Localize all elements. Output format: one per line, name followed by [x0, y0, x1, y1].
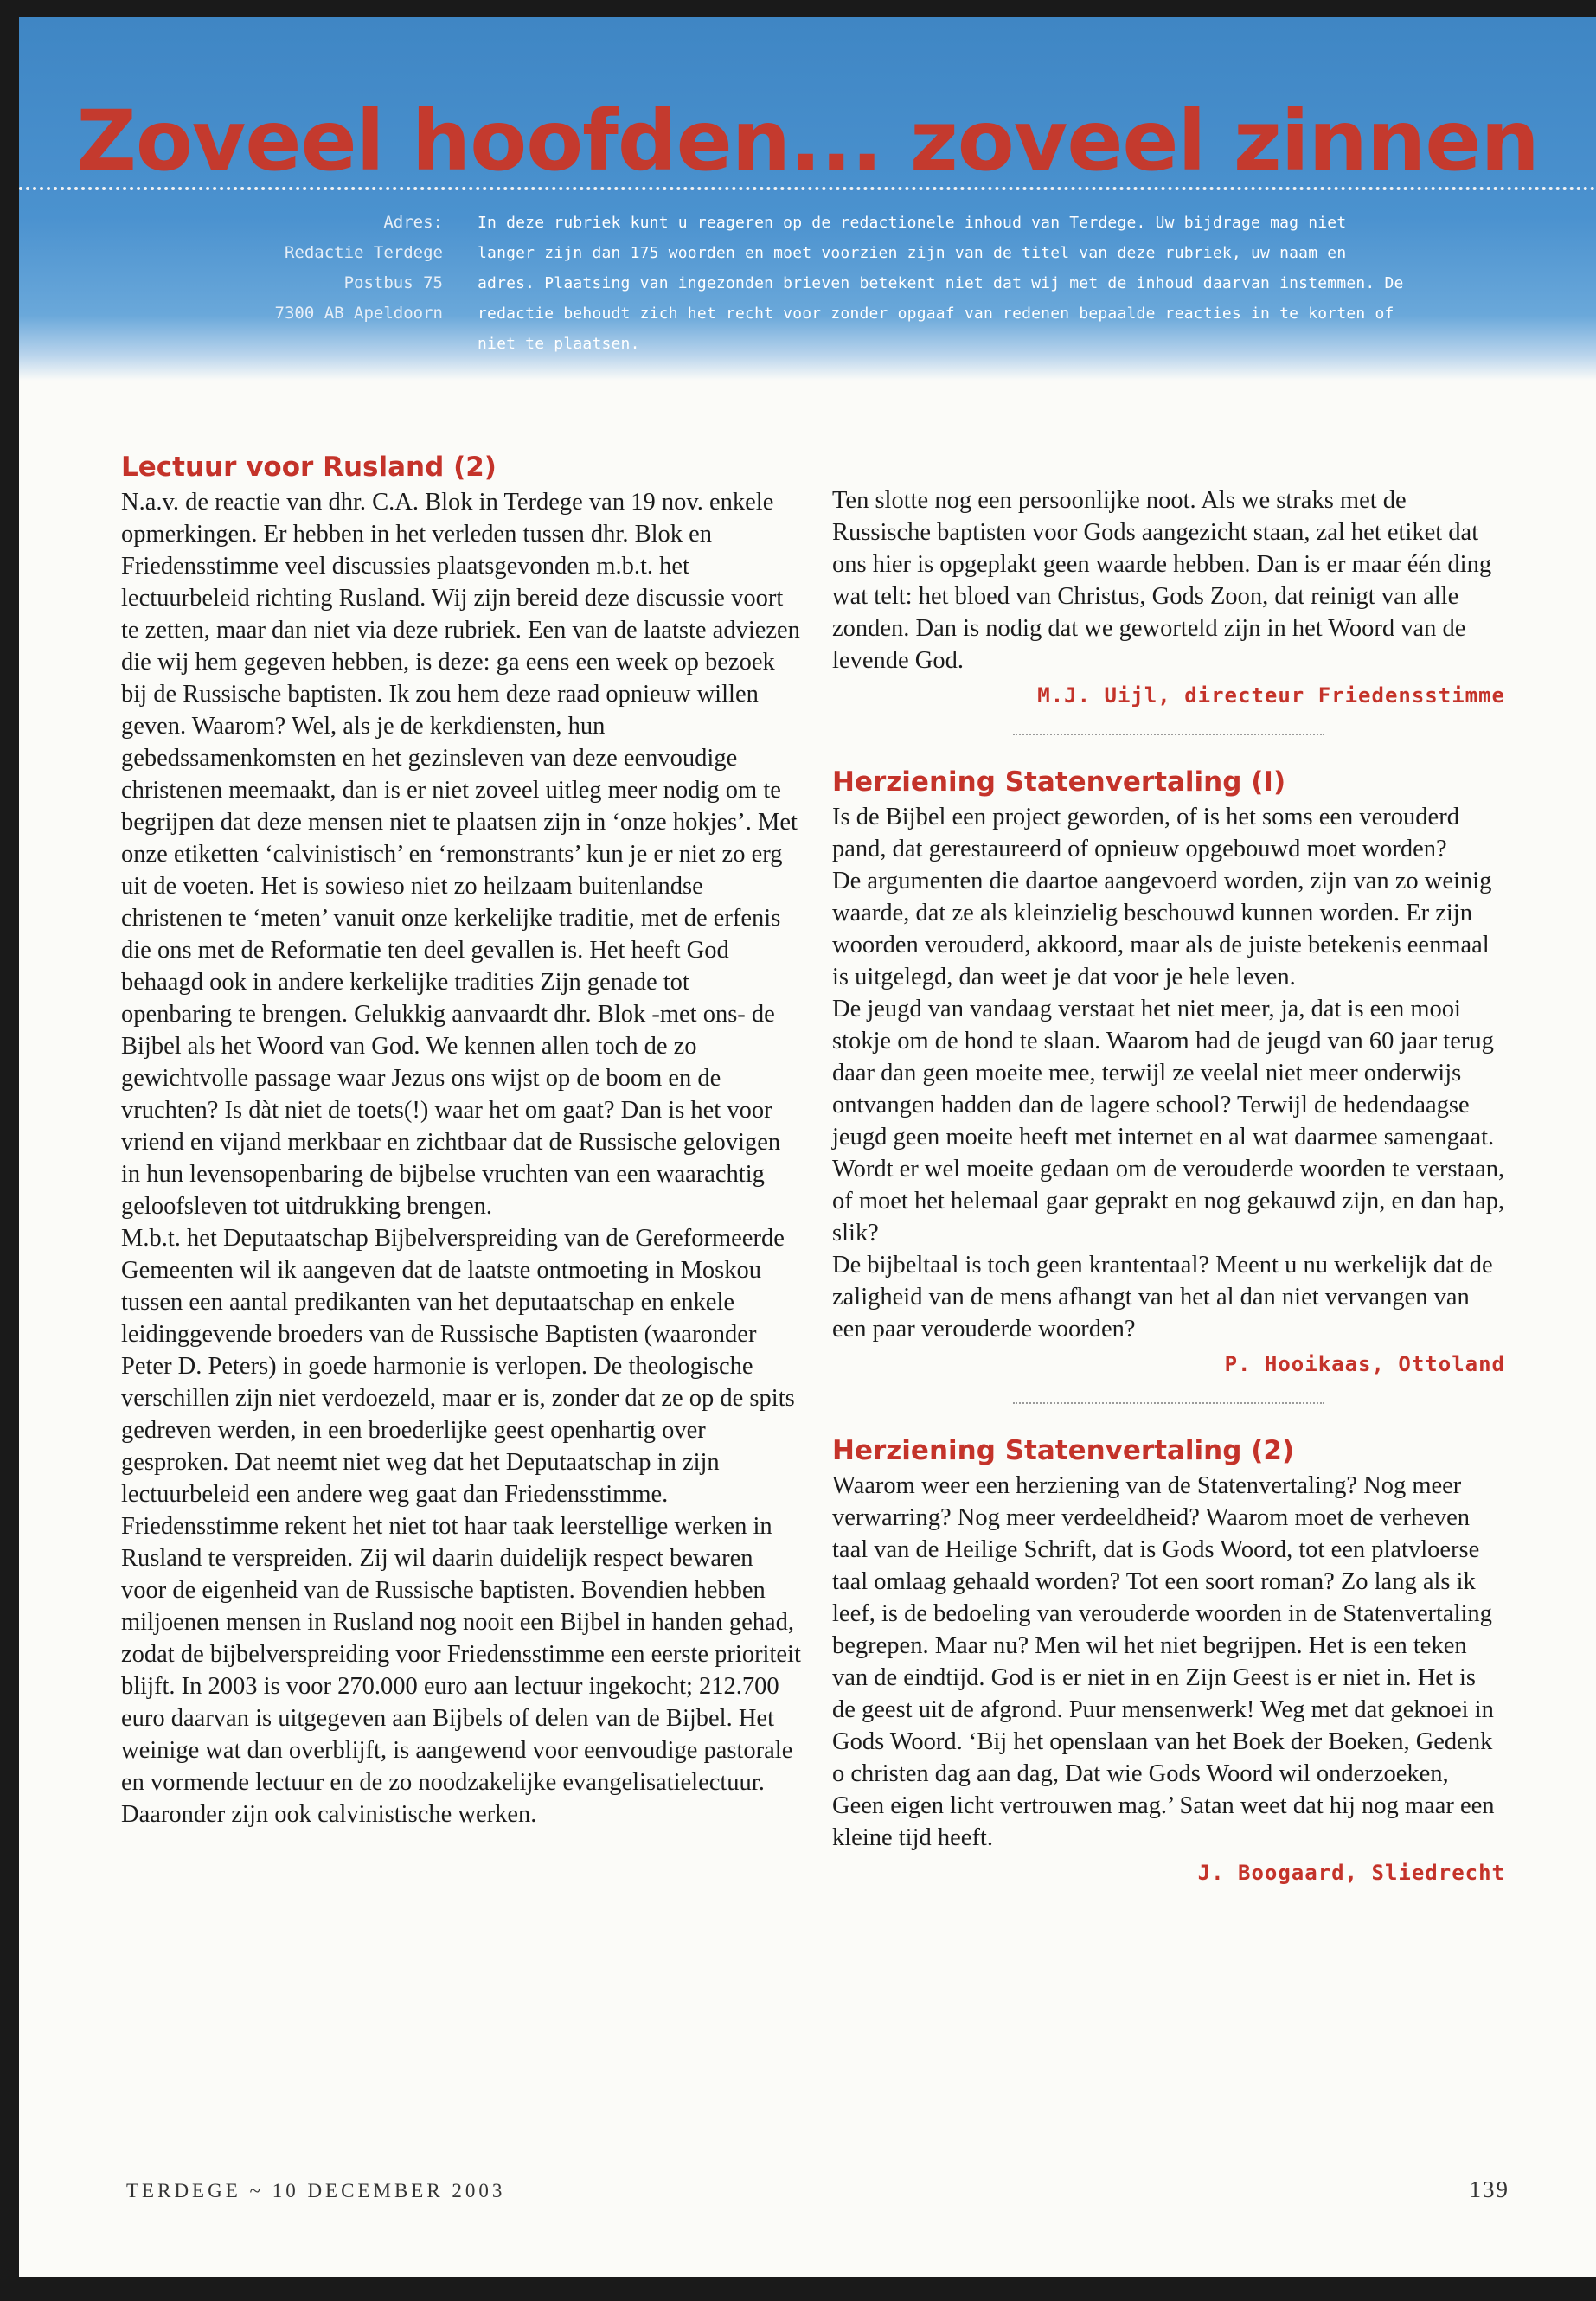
letter-paragraph: M.b.t. het Deputaatschap Bijbelverspreiding van de Gereformeerde Gemeenten wil ik aangeven dat de laatste ontmoeting in Moskou tussen een aantal predikanten van het deputaatschap en enkele leidinggevende broeders van de Russische Baptisten (waaronder Peter D. Peters) in goede harmonie is verlopen. De theologische verschillen zijn niet verdoezeld, maar er is, zonder dat ze op de spits gedreven werden, in een broederlijke geest openhartig over gesproken. Dat neemt niet weg dat het Deputaatschap in zijn lectuurbeleid een andere weg gaat dan Friedensstimme. Friedensstimme rekent het niet tot haar taak leerstellige werken in Rusland te verspreiden. Zij wil daarin duidelijk respect bewaren voor de eigenheid van de Russische baptisten. Bovendien hebben miljoenen mensen in Rusland nog nooit een Bijbel in handen gehad, zodat de bijbelverspreiding voor Friedensstimme een eerste prioriteit blijft. In 2003 is voor 270.000 euro aan lectuur ingekocht; 212.700 euro daarvan is uitgegeven aan Bijbels of delen van de Bijbel. Het weinige wat dan overblijft, is aangewend voor eenvoudige pastorale en vormende lectuur en de zo noodzakelijke evangelisatielectuur. Daaronder zijn ook calvinistische werken.: [121, 1225, 801, 1828]
right-column: [832, 484, 1505, 1888]
header-dotted-rule: [19, 187, 1596, 190]
letter-signature: J. Boogaard, Sliedrecht: [1197, 1861, 1505, 1885]
letter-paragraph: De bijbeltaal is toch geen krantentaal? Meent u nu werkelijk dat de zaligheid van de mens afhangt van het al dan niet vervangen van een paar verouderde woorden?: [832, 1252, 1493, 1343]
letter-paragraph: De jeugd van vandaag verstaat het niet meer, ja, dat is een mooi stokje om de hond te slaan. Waarom had de jeugd van 60 jaar terug daar dan geen moeite mee, terwijl ze veelal niet meer onderwijs ontvangen hadden dan de lagere school? Terwijl de hedendaagse jeugd geen moeite heeft met internet en al wat daarmee samengaat. Wordt er wel moeite gedaan om de verouderde woorden te verstaan, of moet het helemaal gaar geprakt en nog gekauwd zijn, en dan hap, slik?: [832, 996, 1505, 1247]
letter-divider: [1013, 734, 1324, 735]
magazine-page: [19, 17, 1596, 2277]
letter-paragraph: Is de Bijbel een project geworden, of is het soms een verouderd pand, dat gerestaureerd of opnieuw opgebouwd moet worden?: [832, 804, 1459, 862]
letter-paragraph: Waarom weer een herziening van de Statenvertaling? Nog meer verwarring? Nog meer verdeeldheid? Waarom moet de verheven taal van de Heilige Schrift, dat is Gods Woord, tot een platvloerse taal omlaag gehaald worden? Tot een soort roman? Zo lang als ik leef, is de bedoeling van verouderde woorden in de Statenvertaling begrepen. Maar nu? Men wil het niet begrijpen. Het is een teken van de eindtijd. God is er niet in en Zijn Geest is er niet in. Het is de geest uit de afgrond. Puur mensenwerk! Weg met dat geknoei in Gods Woord. ‘Bij het openslaan van het Boek der Boeken, Gedenk o christen dag aan dag, Dat wie Gods Woord wil onderzoeken, Geen eigen licht vertrouwen mag.’ Satan weet dat hij nog maar een kleine tijd heeft.: [832, 1472, 1495, 1851]
address-block: [166, 208, 443, 329]
address-label: Adres:: [383, 213, 443, 232]
rubric-intro: In deze rubriek kunt u reageren op de redactionele inhoud van Terdege. Uw bijdrage mag niet langer zijn dan 175 woorden en moet voorzien zijn van de titel van deze rubriek, uw naam en adres. Plaatsing van ingezonden brieven betekent niet dat wij met de inhoud daarvan instemmen. De redactie behoudt zich het recht voor zonder opgaaf van redenen bepaalde reacties in te korten of niet te plaatsen.: [478, 214, 1404, 353]
section-title: Zoveel hoofden... zoveel zinnen: [76, 93, 1539, 189]
header-band: [19, 17, 1596, 381]
address-line: Redactie Terdege: [284, 243, 443, 262]
left-column: [121, 450, 803, 1830]
letter-divider: [1013, 1402, 1324, 1404]
letter-signature: M.J. Uijl, directeur Friedensstimme: [1037, 683, 1505, 708]
letter-heading: Herziening Statenvertaling (2): [832, 1435, 1295, 1466]
letter-paragraph: N.a.v. de reactie van dhr. C.A. Blok in Terdege van 19 nov. enkele opmerkingen. Er hebben in het verleden tussen dhr. Blok en Friedensstimme veel discussies plaatsgevonden m.b.t. het lectuurbeleid richting Rusland. Wij zijn bereid deze discussie voort te zetten, maar dan niet via deze rubriek. Een van de laatste adviezen die wij hem gegeven hebben, is deze: ga eens een week op bezoek bij de Russische baptisten. Ik zou hem deze raad opnieuw willen geven. Waarom? Wel, als je de kerkdiensten, hun gebedssamenkomsten en het gezinsleven van deze eenvoudige christenen meemaakt, dan is er niet zoveel uitleg meer nodig om te begrijpen dat deze mensen niet te plaatsen zijn in ‘onze hokjes’. Met onze etiketten ‘calvinistisch’ en ‘remonstrants’ kun je er niet zo erg uit de voeten. Het is sowieso niet zo heilzaam buitenlandse christenen te ‘meten’ vanuit onze kerkelijke traditie, met de erfenis die ons met de Reformatie ten deel gevallen is. Het heeft God behaagd ook in andere kerkelijke tradities Zijn genade tot openbaring te brengen. Gelukkig aanvaardt dhr. Blok -met ons- de Bijbel als het Woord van God. We kennen allen toch de zo gewichtvolle passage waar Jezus ons wijst op de boom en de vruchten? Is dàt niet de toets(!) waar het om gaat? Dan is het voor vriend en vijand merkbaar en zichtbaar dat de Russische gelovigen in hun levensopenbaring de bijbelse vruchten van een waarachtig geloofsleven tot uitdrukking brengen.: [121, 489, 800, 1220]
address-line: 7300 AB Apeldoorn: [274, 304, 443, 323]
letter-paragraph: De argumenten die daartoe aangevoerd worden, zijn van zo weinig waarde, dat ze als kleinzielig beschouwd kunnen worden. Er zijn woorden verouderd, akkoord, maar als de juiste betekenis eenmaal is uitgelegd, dan weet je dat voor je hele leven.: [832, 868, 1492, 990]
letter-heading: Herziening Statenvertaling (I): [832, 766, 1286, 798]
letter-paragraph: Ten slotte nog een persoonlijke noot. Als we straks met de Russische baptisten voor Gods aangezicht staan, zal het etiket dat ons hier is opgeplakt geen waarde hebben. Dan is er maar één ding wat telt: het bloed van Christus, Gods Zoon, dat reinigt van alle zonden. Dan is nodig dat we geworteld zijn in het Woord van de levende God.: [832, 487, 1492, 674]
page-number: 139: [1469, 2176, 1509, 2202]
address-line: Postbus 75: [343, 273, 443, 292]
letter-heading: Lectuur voor Rusland (2): [121, 452, 497, 483]
footer-publication: TERDEGE ~ 10 DECEMBER 2003: [126, 2180, 506, 2202]
letter-signature: P. Hooikaas, Ottoland: [1224, 1352, 1505, 1376]
